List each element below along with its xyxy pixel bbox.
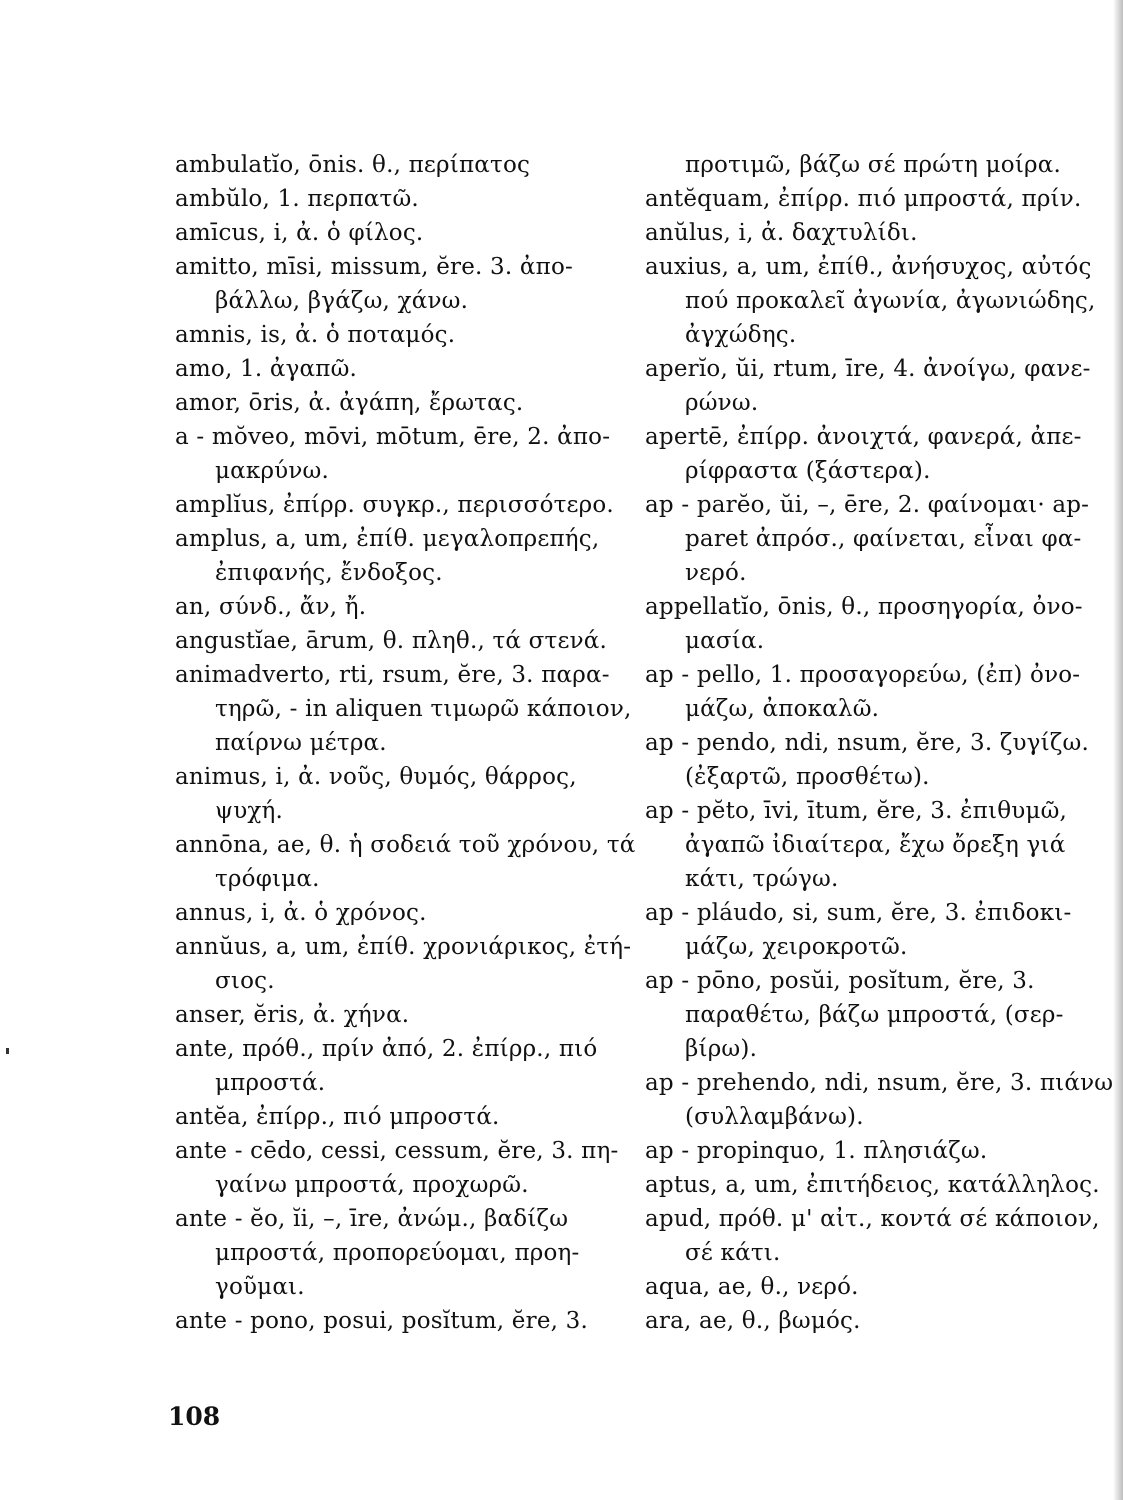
entry-continuation-line: ἐπιφανής, ἔνδοξος. bbox=[215, 560, 443, 586]
dictionary-entry: annus, i, ἀ. ὁ χρόνος. bbox=[175, 900, 427, 926]
dictionary-entry: ante - cēdo, cessi, cessum, ĕre, 3. πη- bbox=[175, 1138, 619, 1164]
dictionary-entry: amor, ōris, ἀ. ἀγάπη, ἔρωτας. bbox=[175, 390, 524, 416]
entry-continuation-line: γαίνω μπροστά, προχωρῶ. bbox=[215, 1172, 529, 1198]
dictionary-entry: amplus, a, um, ἐπίθ. μεγαλοπρεπής, bbox=[175, 526, 600, 552]
dictionary-entry: ara, ae, θ., βωμός. bbox=[645, 1308, 861, 1334]
entry-continuation-line: κάτι, τρώγω. bbox=[685, 866, 839, 892]
dictionary-entry: ap - propinquo, 1. πλησιάζω. bbox=[645, 1138, 988, 1164]
entry-continuation-line: μάζω, ἀποκαλῶ. bbox=[685, 696, 880, 722]
dictionary-entry: ap - pōno, posŭi, posĭtum, ĕre, 3. bbox=[645, 968, 1035, 994]
entry-continuation-line: μάζω, χειροκροτῶ. bbox=[685, 934, 908, 960]
dictionary-entry: apud, πρόθ. μ' αἰτ., κοντά σέ κάποιον, bbox=[645, 1206, 1100, 1232]
dictionary-entry: ante - pono, posui, posĭtum, ĕre, 3. bbox=[175, 1308, 588, 1334]
dictionary-entry: ap - pello, 1. προσαγορεύω, (ἐπ) ὀνο- bbox=[645, 662, 1081, 688]
left-column bbox=[175, 148, 636, 1338]
entry-continuation-line: βίρω). bbox=[685, 1036, 758, 1062]
entry-continuation-line: (συλλαμβάνω). bbox=[685, 1104, 864, 1130]
dictionary-entry: ap - pláudo, si, sum, ĕre, 3. ἐπιδοκι- bbox=[645, 900, 1072, 926]
entry-continuation-line: παίρνω μέτρα. bbox=[215, 730, 387, 756]
page-number: 108 bbox=[168, 1402, 221, 1431]
right-column bbox=[645, 148, 1115, 1338]
dictionary-entry: antĕa, ἐπίρρ., πιό μπροστά. bbox=[175, 1104, 500, 1130]
entry-continuation-line: μπροστά, προπορεύομαι, προη- bbox=[215, 1240, 580, 1266]
page-edge-shadow bbox=[1113, 0, 1123, 1500]
entry-continuation-line: σέ κάτι. bbox=[685, 1240, 781, 1266]
dictionary-entry: antĕquam, ἐπίρρ. πιό μπροστά, πρίν. bbox=[645, 186, 1082, 212]
dictionary-entry: amo, 1. ἀγαπῶ. bbox=[175, 356, 358, 382]
dictionary-entry: aperĭo, ŭi, rtum, īre, 4. ἀνοίγω, φανε- bbox=[645, 356, 1091, 382]
dictionary-entry: aptus, a, um, ἐπιτήδειος, κατάλληλος. bbox=[645, 1172, 1100, 1198]
dictionary-entry: auxius, a, um, ἐπίθ., ἀνήσυχος, αὐτός bbox=[645, 254, 1092, 280]
dictionary-entry: ap - parĕo, ŭi, –, ēre, 2. φαίνομαι· ap- bbox=[645, 492, 1090, 518]
entry-continuation-line: ἀγχώδης. bbox=[685, 322, 797, 348]
dictionary-entry: amplĭus, ἐπίρρ. συγκρ., περισσότερο. bbox=[175, 492, 614, 518]
dictionary-entry: animus, i, ἀ. νοῦς, θυμός, θάρρος, bbox=[175, 764, 577, 790]
dictionary-entry: aqua, ae, θ., νερό. bbox=[645, 1274, 859, 1300]
dictionary-entry: ante, πρόθ., πρίν ἀπό, 2. ἐπίρρ., πιό bbox=[175, 1036, 598, 1062]
bleed-through-text bbox=[625, 180, 635, 1330]
dictionary-entry: ap - prehendo, ndi, nsum, ĕre, 3. πιάνω bbox=[645, 1070, 1114, 1096]
entry-continuation-line: (ἐξαρτῶ, προσθέτω). bbox=[685, 764, 930, 790]
dictionary-entry: amīcus, i, ἀ. ὁ φίλος. bbox=[175, 220, 424, 246]
entry-continuation-line: ρίφραστα (ξάστερα). bbox=[685, 458, 931, 484]
scan-mark bbox=[6, 1048, 9, 1054]
dictionary-entry: annōna, ae, θ. ἡ σοδειά τοῦ χρόνου, τά bbox=[175, 832, 636, 858]
dictionary-entry: annŭus, a, um, ἐπίθ. χρονιάρικος, ἐτή- bbox=[175, 934, 632, 960]
entry-continuation-line: νερό. bbox=[685, 560, 747, 586]
entry-continuation-line: paret ἀπρόσ., φαίνεται, εἶναι φα- bbox=[685, 526, 1082, 552]
entry-continuation-line: σιος. bbox=[215, 968, 275, 994]
dictionary-entry: ambŭlo, 1. περπατῶ. bbox=[175, 186, 419, 212]
dictionary-entry: angustĭae, ārum, θ. πληθ., τά στενά. bbox=[175, 628, 608, 654]
entry-continuation-line: πού προκαλεῖ ἀγωνία, ἀγωνιώδης, bbox=[685, 288, 1096, 314]
entry-continuation-line: ρώνω. bbox=[685, 390, 759, 416]
entry-continuation-line: προτιμῶ, βάζω σέ πρώτη μοίρα. bbox=[685, 152, 1062, 178]
dictionary-entry: amitto, mīsi, missum, ĕre. 3. ἀπο- bbox=[175, 254, 573, 280]
entry-continuation-line: βάλλω, βγάζω, χάνω. bbox=[215, 288, 469, 314]
entry-continuation-line: ἀγαπῶ ἰδιαίτερα, ἔχω ὄρεξη γιά bbox=[685, 832, 1066, 858]
dictionary-entry: ap - pendo, ndi, nsum, ĕre, 3. ζυγίζω. bbox=[645, 730, 1089, 756]
dictionary-entry: anŭlus, i, ἀ. δαχτυλίδι. bbox=[645, 220, 918, 246]
entry-continuation-line: παραθέτω, βάζω μπροστά, (σερ- bbox=[685, 1002, 1064, 1028]
entry-continuation-line: τρόφιμα. bbox=[215, 866, 320, 892]
entry-continuation-line: ψυχή. bbox=[215, 798, 284, 824]
dictionary-entry: a - mŏveo, mōvi, mōtum, ēre, 2. ἀπο- bbox=[175, 424, 611, 450]
dictionary-entry: animadverto, rti, rsum, ĕre, 3. παρα- bbox=[175, 662, 610, 688]
dictionary-entry: an, σύνδ., ἄν, ἤ. bbox=[175, 594, 367, 620]
dictionary-entry: ambulatĭo, ōnis. θ., περίπατος bbox=[175, 152, 531, 178]
entry-continuation-line: γοῦμαι. bbox=[215, 1274, 305, 1300]
dictionary-entry: appellatĭo, ōnis, θ., προσηγορία, ὀνο- bbox=[645, 594, 1083, 620]
dictionary-entry: amnis, is, ἀ. ὁ ποταμός. bbox=[175, 322, 456, 348]
dictionary-entry: ap - pĕto, īvi, ītum, ĕre, 3. ἐπιθυμῶ, bbox=[645, 798, 1068, 824]
dictionary-entry: ante - ĕo, ĭi, –, īre, ἀνώμ., βαδίζω bbox=[175, 1206, 569, 1232]
entry-continuation-line: μασία. bbox=[685, 628, 765, 654]
dictionary-entry: apertē, ἐπίρρ. ἀνοιχτά, φανερά, ἀπε- bbox=[645, 424, 1082, 450]
dictionary-entry: anser, ĕris, ἀ. χήνα. bbox=[175, 1002, 410, 1028]
entry-continuation-line: μακρύνω. bbox=[215, 458, 330, 484]
entry-continuation-line: μπροστά. bbox=[215, 1070, 326, 1096]
entry-continuation-line: τηρῶ, - in aliquen τιμωρῶ κάποιον, bbox=[215, 696, 632, 722]
